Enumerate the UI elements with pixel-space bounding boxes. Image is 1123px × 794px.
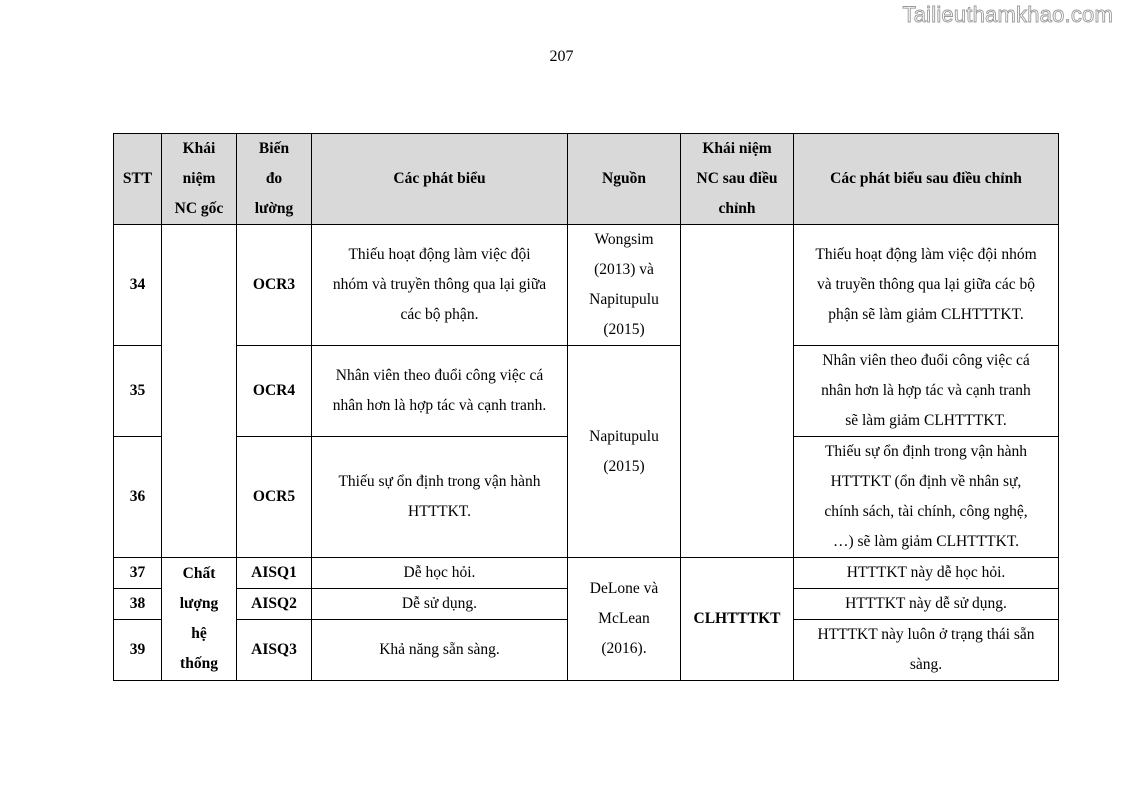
table-row — [114, 558, 1059, 589]
cell-stt: 36 — [114, 437, 162, 558]
cell-khai-niem-sau-clhtttkt: CLHTTTKT — [681, 558, 794, 681]
cell-phat-bieu-sau: Nhân viên theo đuổi công việc cá nhân hơn là hợp tác và cạnh tranh sẽ làm giảm CLHTTTKT. — [794, 346, 1059, 437]
cell-nguon-delone: DeLone và McLean (2016). — [568, 558, 681, 681]
cell-phat-bieu-sau: HTTTKT này luôn ở trạng thái sẵn sàng. — [794, 620, 1059, 681]
page-number: 207 — [549, 48, 574, 65]
cell-bien: OCR4 — [237, 346, 312, 437]
cell-stt: 39 — [114, 620, 162, 681]
cell-stt: 35 — [114, 346, 162, 437]
cell-bien: AISQ1 — [237, 558, 312, 589]
cell-phat-bieu: Dễ học hỏi. — [312, 558, 568, 589]
cell-phat-bieu-sau: Thiếu sự ổn định trong vận hành HTTTKT (ổn định về nhân sự, chính sách, tài chính, công nghệ, …) sẽ làm giảm CLHTTTKT. — [794, 437, 1059, 558]
cell-phat-bieu: Thiếu hoạt động làm việc đội nhóm và truyền thông qua lại giữa các bộ phận. — [312, 225, 568, 346]
table-header-row — [114, 134, 1059, 225]
cell-phat-bieu: Thiếu sự ổn định trong vận hành HTTTKT. — [312, 437, 568, 558]
header-khai-niem-goc: Khái niệm NC gốc — [162, 134, 237, 225]
cell-bien: OCR5 — [237, 437, 312, 558]
header-cac-phat-bieu: Các phát biểu — [312, 134, 568, 225]
table-row — [114, 225, 1059, 346]
cell-bien: AISQ2 — [237, 589, 312, 620]
cell-khai-niem-goc-chat-luong: Chất lượng hệ thống — [162, 558, 237, 681]
header-stt: STT — [114, 134, 162, 225]
cell-phat-bieu: Dễ sử dụng. — [312, 589, 568, 620]
cell-khai-niem-sau-empty — [681, 225, 794, 558]
table-row — [114, 346, 1059, 437]
cell-phat-bieu: Nhân viên theo đuổi công việc cá nhân hơn là hợp tác và cạnh tranh. — [312, 346, 568, 437]
header-khai-niem-sau: Khái niệm NC sau điều chỉnh — [681, 134, 794, 225]
cell-bien: AISQ3 — [237, 620, 312, 681]
header-nguon: Nguồn — [568, 134, 681, 225]
cell-stt: 37 — [114, 558, 162, 589]
cell-bien: OCR3 — [237, 225, 312, 346]
cell-nguon: Wongsim (2013) và Napitupulu (2015) — [568, 225, 681, 346]
cell-nguon-merged: Napitupulu (2015) — [568, 346, 681, 558]
watermark-text: Tailieuthamkhao.com — [902, 2, 1113, 27]
cell-stt: 38 — [114, 589, 162, 620]
measurement-scale-table — [113, 133, 1059, 681]
cell-phat-bieu-sau: HTTTKT này dễ sử dụng. — [794, 589, 1059, 620]
cell-stt: 34 — [114, 225, 162, 346]
header-bien-do-luong: Biến đo lường — [237, 134, 312, 225]
cell-phat-bieu: Khả năng sẵn sàng. — [312, 620, 568, 681]
cell-phat-bieu-sau: HTTTKT này dễ học hỏi. — [794, 558, 1059, 589]
header-phat-bieu-sau: Các phát biểu sau điều chỉnh — [794, 134, 1059, 225]
cell-khai-niem-goc-empty — [162, 225, 237, 558]
cell-phat-bieu-sau: Thiếu hoạt động làm việc đội nhóm và truyền thông qua lại giữa các bộ phận sẽ làm giảm CLHTTTKT. — [794, 225, 1059, 346]
